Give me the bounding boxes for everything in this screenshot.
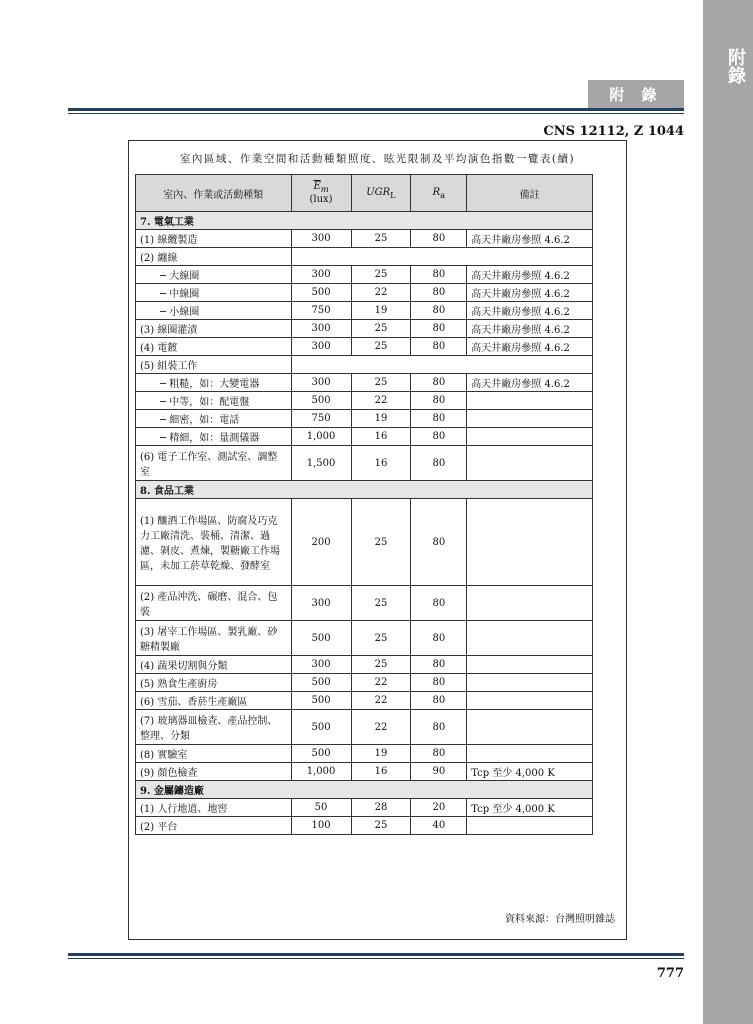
cell-empty [291, 248, 592, 266]
cell-area: (3) 屠宰工作場區、製乳廠、砂糖精製廠 [136, 621, 292, 656]
table-row [136, 763, 593, 781]
cell-ugr: 25 [351, 266, 411, 284]
cell-area: (1) 人行地道、地窖 [136, 799, 292, 817]
bottom-rule-thin [68, 958, 684, 959]
cell-area: ─ 小線圈 [136, 302, 292, 320]
cell-area: (1) 線纜製造 [136, 230, 292, 248]
table-caption: 室內區域、作業空間和活動種類照度、眩光限制及平均演色指數一覽表(續) [179, 153, 576, 165]
cell-remarks [467, 392, 593, 410]
cell-empty [291, 356, 592, 374]
cell-area: (3) 線圈灌漬 [136, 320, 292, 338]
side-band [703, 0, 753, 1024]
table-row [136, 356, 593, 374]
cell-ugr: 16 [351, 763, 411, 781]
cell-remarks [467, 692, 593, 710]
cell-ugr: 19 [351, 302, 411, 320]
cell-ugr: 25 [351, 230, 411, 248]
cell-ugr: 16 [351, 446, 411, 481]
cell-ugr: 19 [351, 745, 411, 763]
table-row [136, 621, 593, 656]
cell-remarks: 高天井廠房參照 4.6.2 [467, 338, 593, 356]
table-header-row [136, 175, 593, 212]
cell-em: 500 [291, 621, 351, 656]
cell-ra: 90 [411, 763, 467, 781]
table-row [136, 428, 593, 446]
cell-remarks [467, 621, 593, 656]
cell-em: 500 [291, 710, 351, 745]
cell-em: 300 [291, 656, 351, 674]
cell-remarks: 高天井廠房參照 4.6.2 [467, 302, 593, 320]
cell-area: ─ 粗糙，如：大變電器 [136, 374, 292, 392]
cell-ra: 80 [411, 621, 467, 656]
cell-area: (2) 產品沖洗、碾磨、混合、包裝 [136, 586, 292, 621]
table-row [136, 710, 593, 745]
cell-ra: 80 [411, 446, 467, 481]
cell-em: 750 [291, 302, 351, 320]
cell-ra: 80 [411, 284, 467, 302]
cell-ra: 80 [411, 320, 467, 338]
cell-area: (6) 電子工作室、測試室、調整室 [136, 446, 292, 481]
cell-ugr: 25 [351, 374, 411, 392]
section-title: 8. 食品工業 [136, 481, 593, 499]
appendix-header-tab: 附 錄 [588, 80, 684, 108]
table-row [136, 817, 593, 835]
header-ugr: $UGR_L$ [351, 175, 411, 212]
cell-em: 500 [291, 692, 351, 710]
cell-area: (8) 實驗室 [136, 745, 292, 763]
cell-remarks [467, 446, 593, 481]
cell-area: (9) 顏色檢查 [136, 763, 292, 781]
cell-ugr: 28 [351, 799, 411, 817]
cell-remarks [467, 710, 593, 745]
cell-area: ─ 精細，如：量測儀器 [136, 428, 292, 446]
cell-em: 200 [291, 499, 351, 586]
table-row [136, 656, 593, 674]
table-row [136, 446, 593, 481]
cell-ugr: 25 [351, 656, 411, 674]
table-row [136, 674, 593, 692]
cell-area: (2) 纏線 [136, 248, 292, 266]
cell-ugr: 25 [351, 621, 411, 656]
top-rule-thin [68, 113, 684, 114]
cell-area: (5) 熟食生產廚房 [136, 674, 292, 692]
cell-ra: 40 [411, 817, 467, 835]
table-row [136, 284, 593, 302]
cell-remarks: 高天井廠房參照 4.6.2 [467, 230, 593, 248]
cell-area: ─ 細密，如：電話 [136, 410, 292, 428]
cell-area: (4) 蔬果切割與分類 [136, 656, 292, 674]
cell-ra: 80 [411, 428, 467, 446]
cell-remarks: 高天井廠房參照 4.6.2 [467, 266, 593, 284]
cell-area: ─ 大線圈 [136, 266, 292, 284]
section-row [136, 481, 593, 499]
section-row [136, 212, 593, 230]
cell-ra: 80 [411, 230, 467, 248]
standard-code: CNS 12112, Z 1044 [543, 124, 684, 139]
table-row [136, 374, 593, 392]
table-row [136, 586, 593, 621]
cell-ugr: 25 [351, 499, 411, 586]
cell-ugr: 22 [351, 692, 411, 710]
cell-ugr: 19 [351, 410, 411, 428]
cell-ra: 80 [411, 338, 467, 356]
illuminance-table [135, 174, 593, 835]
table-row [136, 392, 593, 410]
cell-em: 300 [291, 374, 351, 392]
cell-remarks [467, 410, 593, 428]
cell-ugr: 22 [351, 674, 411, 692]
cell-em: 500 [291, 284, 351, 302]
table-row [136, 320, 593, 338]
side-tab-label: 附錄 [725, 48, 746, 84]
header-em: $\overline{E}_m$ (lux) [291, 175, 351, 212]
cell-ugr: 25 [351, 817, 411, 835]
table-row [136, 302, 593, 320]
cell-em: 300 [291, 320, 351, 338]
cell-remarks [467, 499, 593, 586]
table-body [136, 212, 593, 835]
cell-remarks [467, 586, 593, 621]
cell-area: (2) 平台 [136, 817, 292, 835]
cell-em: 300 [291, 338, 351, 356]
cell-ra: 80 [411, 499, 467, 586]
cell-ugr: 22 [351, 284, 411, 302]
source-note: 資料來源：台灣照明雜誌 [505, 914, 615, 925]
cell-area: (5) 組裝工作 [136, 356, 292, 374]
cell-area: (6) 雪茄、香菸生產廠區 [136, 692, 292, 710]
cell-area: (1) 釀酒工作場區、防腐及巧克力工廠清洗、裝桶、清潔、過濾、剝皮、煮煉，製糖廠工作場區，未加工菸草乾燥、發酵室 [136, 499, 292, 586]
table-row [136, 266, 593, 284]
table-row [136, 692, 593, 710]
cell-remarks: 高天井廠房參照 4.6.2 [467, 374, 593, 392]
cell-ra: 80 [411, 745, 467, 763]
cell-ra: 20 [411, 799, 467, 817]
top-rule [68, 108, 684, 111]
cell-ugr: 25 [351, 586, 411, 621]
cell-ra: 80 [411, 374, 467, 392]
cell-ra: 80 [411, 656, 467, 674]
cell-ugr: 25 [351, 338, 411, 356]
section-title: 7. 電氣工業 [136, 212, 593, 230]
cell-em: 50 [291, 799, 351, 817]
cell-ugr: 22 [351, 710, 411, 745]
table-row [136, 499, 593, 586]
cell-remarks: Tcp 至少 4,000 K [467, 763, 593, 781]
bottom-rule [68, 953, 684, 956]
cell-ra: 80 [411, 674, 467, 692]
cell-remarks [467, 428, 593, 446]
cell-ugr: 25 [351, 320, 411, 338]
cell-remarks: 高天井廠房參照 4.6.2 [467, 320, 593, 338]
cell-remarks: Tcp 至少 4,000 K [467, 799, 593, 817]
cell-em: 500 [291, 745, 351, 763]
cell-area: (7) 玻璃器皿檢查、產品控制、整理、分類 [136, 710, 292, 745]
cell-em: 100 [291, 817, 351, 835]
cell-em: 300 [291, 586, 351, 621]
table-row [136, 410, 593, 428]
table-row [136, 230, 593, 248]
cell-em: 500 [291, 392, 351, 410]
cell-em: 1,000 [291, 763, 351, 781]
cell-em: 300 [291, 266, 351, 284]
cell-ra: 80 [411, 266, 467, 284]
cell-remarks: 高天井廠房參照 4.6.2 [467, 284, 593, 302]
cell-area: (4) 電鍍 [136, 338, 292, 356]
cell-ugr: 16 [351, 428, 411, 446]
cell-ra: 80 [411, 392, 467, 410]
table-row [136, 799, 593, 817]
page-number: 777 [656, 966, 684, 981]
table-row [136, 338, 593, 356]
cell-ra: 80 [411, 302, 467, 320]
cell-ugr: 22 [351, 392, 411, 410]
cell-ra: 80 [411, 410, 467, 428]
cell-ra: 80 [411, 586, 467, 621]
cell-area: ─ 中線圈 [136, 284, 292, 302]
cell-em: 750 [291, 410, 351, 428]
cell-em: 300 [291, 230, 351, 248]
cell-em: 1,000 [291, 428, 351, 446]
section-title: 9. 金屬鑄造廠 [136, 781, 593, 799]
table-row [136, 745, 593, 763]
cell-ra: 80 [411, 710, 467, 745]
cell-remarks [467, 745, 593, 763]
cell-area: ─ 中等，如：配電盤 [136, 392, 292, 410]
table-row [136, 248, 593, 266]
cell-remarks [467, 817, 593, 835]
cell-em: 1,500 [291, 446, 351, 481]
section-row [136, 781, 593, 799]
cell-remarks [467, 656, 593, 674]
cell-remarks [467, 674, 593, 692]
cell-ra: 80 [411, 692, 467, 710]
header-area: 室內、作業或活動種類 [136, 175, 292, 212]
cell-em: 500 [291, 674, 351, 692]
header-remarks: 備註 [467, 175, 593, 212]
header-ra: $R_a$ [411, 175, 467, 212]
